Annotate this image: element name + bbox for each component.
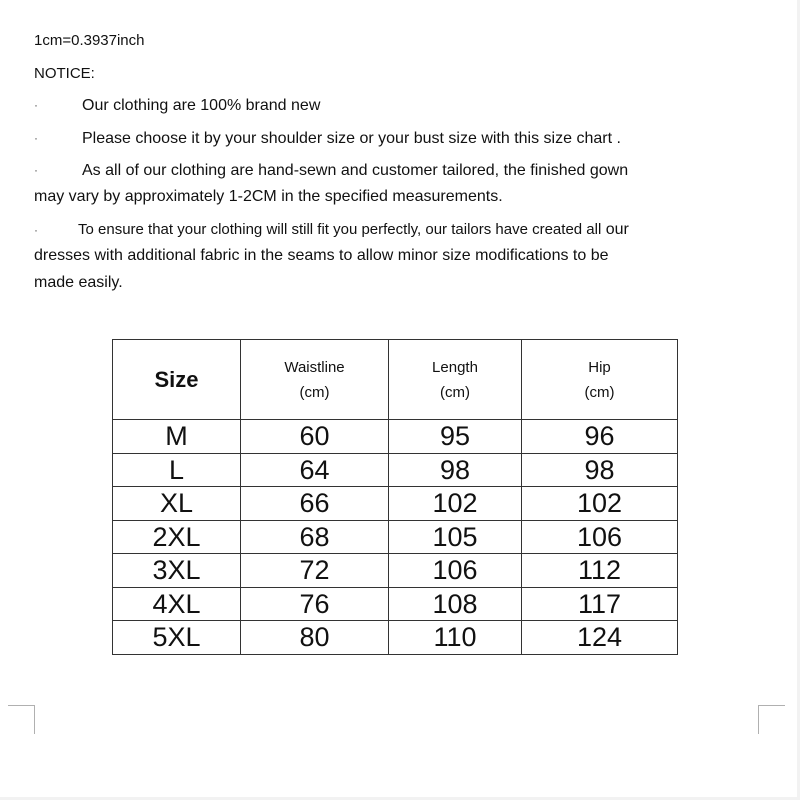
header-length-label: Length — [432, 358, 478, 376]
cell-size: 5XL — [113, 621, 241, 655]
cell-length: 105 — [389, 520, 522, 554]
notice-line-4a-bold: our — [601, 221, 629, 238]
header-hip — [522, 340, 678, 420]
cell-size: 4XL — [113, 587, 241, 621]
cell-waistline: 66 — [241, 487, 389, 521]
header-waistline-label: Waistline — [284, 358, 345, 376]
cell-size: 2XL — [113, 520, 241, 554]
table-row — [113, 487, 678, 521]
notice-title: NOTICE: — [34, 65, 95, 82]
notice-line-2: Please choose it by your shoulder size or your bust size with this size chart . — [82, 130, 621, 147]
page-corner-mark-left — [8, 705, 35, 734]
cell-hip: 112 — [522, 554, 678, 588]
header-length — [389, 340, 522, 420]
header-length-unit: (cm) — [440, 383, 470, 401]
cell-length: 106 — [389, 554, 522, 588]
cell-hip: 124 — [522, 621, 678, 655]
cell-hip: 117 — [522, 587, 678, 621]
cell-hip: 96 — [522, 420, 678, 454]
cell-length: 108 — [389, 587, 522, 621]
header-hip-unit: (cm) — [584, 383, 615, 401]
cell-length: 98 — [389, 453, 522, 487]
cell-length: 110 — [389, 621, 522, 655]
cell-size: L — [113, 453, 241, 487]
cell-waistline: 72 — [241, 554, 389, 588]
cell-waistline: 76 — [241, 587, 389, 621]
header-waistline-unit: (cm) — [299, 383, 330, 401]
notice-line-4b: dresses with additional fabric in the seams to allow minor size modifications to be — [34, 247, 609, 264]
table-header-row — [113, 340, 678, 420]
page-corner-mark-right — [758, 705, 785, 734]
cell-length: 95 — [389, 420, 522, 454]
notice-line-1: Our clothing are 100% brand new — [82, 97, 321, 114]
notice-line-3a: As all of our clothing are hand-sewn and customer tailored, the finished gown — [82, 162, 629, 179]
bullet-3: · — [34, 163, 38, 177]
table-row — [113, 520, 678, 554]
cell-waistline: 60 — [241, 420, 389, 454]
cell-waistline: 68 — [241, 520, 389, 554]
table-row — [113, 453, 678, 487]
header-size: Size — [113, 340, 241, 420]
unit-conversion: 1cm=0.3937inch — [34, 32, 145, 49]
notice-line-4c: made easily. — [34, 274, 123, 291]
table-row — [113, 587, 678, 621]
notice-line-3b: may vary by approximately 1-2CM in the specified measurements. — [34, 188, 503, 205]
cell-size: M — [113, 420, 241, 454]
cell-waistline: 80 — [241, 621, 389, 655]
size-chart-table — [112, 339, 678, 655]
table-row — [113, 621, 678, 655]
header-waistline — [241, 340, 389, 420]
table-row — [113, 554, 678, 588]
cell-waistline: 64 — [241, 453, 389, 487]
cell-size: XL — [113, 487, 241, 521]
cell-hip: 106 — [522, 520, 678, 554]
notice-line-4a — [78, 220, 629, 240]
bullet-2: · — [34, 131, 38, 145]
table-row — [113, 420, 678, 454]
header-hip-label: Hip — [588, 358, 611, 376]
bullet-1: · — [34, 98, 38, 112]
notice-line-4a-light: To ensure that your clothing will still fit you perfectly, our tailors have created all — [78, 221, 602, 238]
cell-size: 3XL — [113, 554, 241, 588]
cell-hip: 102 — [522, 487, 678, 521]
cell-hip: 98 — [522, 453, 678, 487]
cell-length: 102 — [389, 487, 522, 521]
bullet-4: · — [34, 223, 38, 237]
